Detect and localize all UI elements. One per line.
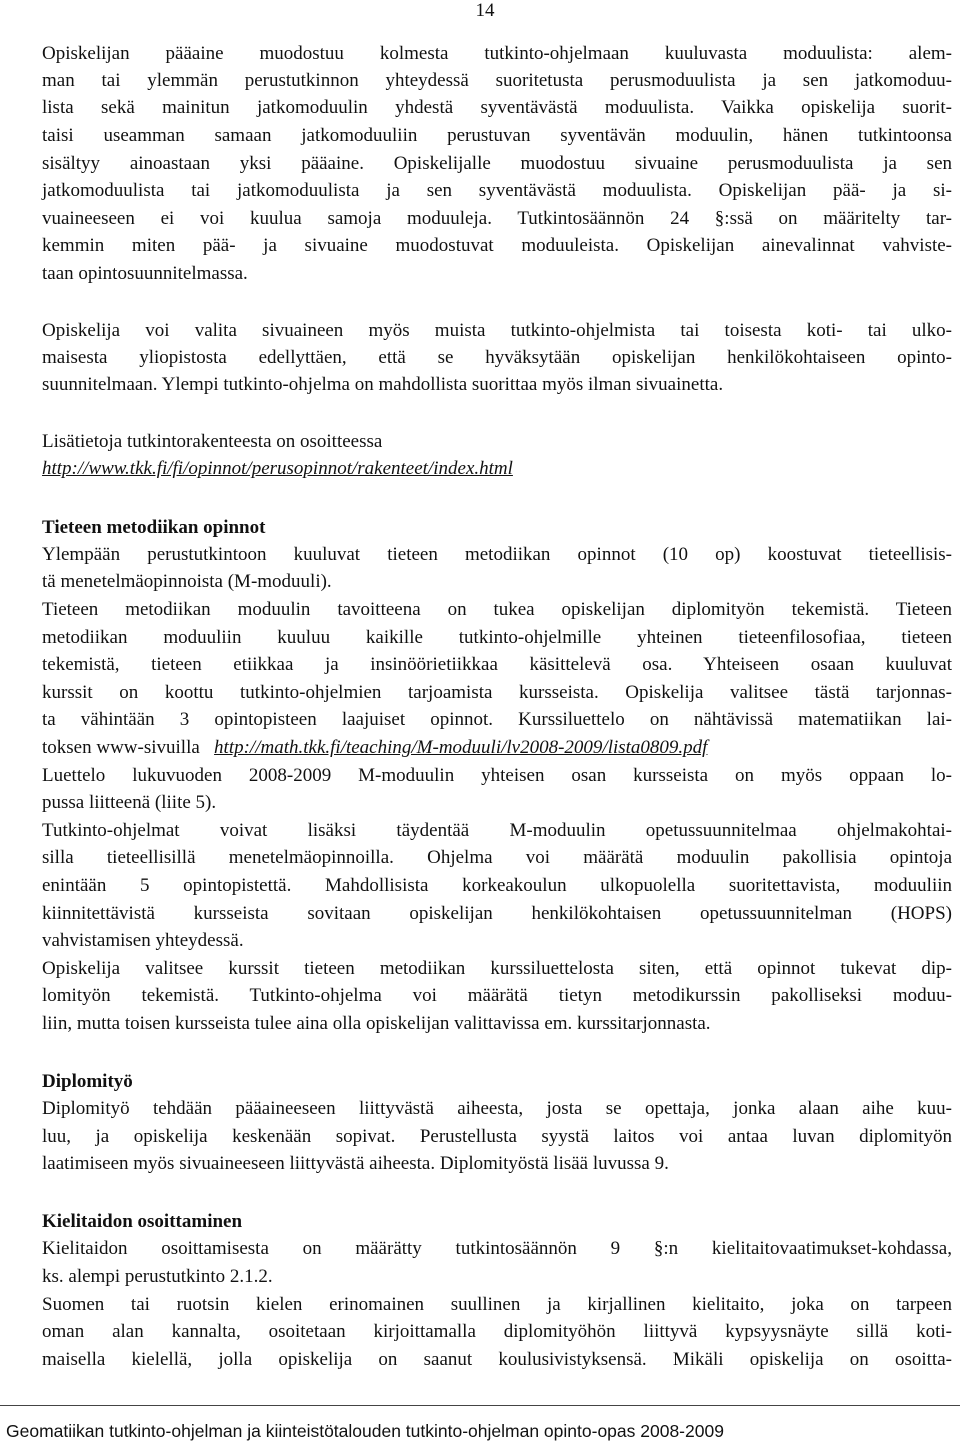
more-info-line (42, 455, 513, 482)
methods-line: kiinnitettävistä kursseista sovitaan opiskelijan henkilökohtaisen opetussuunnitelman (HOPS) (42, 903, 952, 924)
methods-line: ta vähintään 3 opintopisteen laajuiset opinnot. Kurssiluettelo on nähtävissä matematiikan lai- (42, 709, 952, 730)
methods-heading: Tieteen metodiikan opinnot (42, 517, 266, 538)
page-number: 14 (475, 0, 495, 21)
methods-line: pussa liitteenä (liite 5). (42, 792, 217, 813)
methods-line: tekemistä, tieteen etiikkaa ja insinöörietiikkaa käsittelevä osa. Yhteiseen osaan kuuluvat (42, 654, 952, 675)
paragraph1-line: sisältyy ainoastaan yksi pääaine. Opiskelijalle muodostuu sivuaine perusmoduulista ja sen (42, 153, 952, 174)
more-info-text: Lisätietoja tutkintorakenteesta on osoitteessa (42, 431, 383, 452)
methods-line: lomityön tekemistä. Tutkinto-ohjelma voi määrätä tietyn metodikurssin pakolliseksi moduu- (42, 985, 952, 1006)
thesis-line: laatimiseen myös sivuaineeseen liittyvästä aiheesta. Diplomityöstä lisää luvussa 9. (42, 1153, 669, 1174)
course-list-link[interactable]: http://math.tkk.fi/teaching/M-moduuli/lv2008-2009/lista0809.pdf (214, 737, 708, 758)
methods-line: silla tieteellisillä menetelmäopinnoilla. Ohjelma voi määrätä moduulin pakollisia opintoja (42, 847, 952, 868)
language-line: maisella kielellä, jolla opiskelija on saanut koulusivistyksensä. Mikäli opiskelija on osoitta- (42, 1349, 952, 1370)
language-line: oman alan kannalta, osoitetaan kirjoittamalla diplomityöhön liittyvä kypsyysnäyte sillä koti- (42, 1321, 952, 1342)
thesis-line: Diplomityö tehdään pääaineeseen liittyvästä aiheesta, josta se opettaja, jonka alaan aihe kuu- (42, 1098, 952, 1119)
paragraph1-line: kemmin miten pää- ja sivuaine muodostuvat moduuleista. Opiskelijan ainevalinnat vahviste- (42, 235, 952, 256)
paragraph1-line: vuaineeseen ei voi kuulua samoja moduuleja. Tutkintosäännön 24 §:ssä on määritelty tar- (42, 208, 952, 229)
footer-divider (0, 1405, 960, 1406)
language-line: ks. alempi perustutkinto 2.1.2. (42, 1266, 273, 1287)
thesis-heading: Diplomityö (42, 1071, 133, 1092)
paragraph1-line: jatkomoduulista tai jatkomoduulista ja sen syventävästä moduulista. Opiskelijan pää- ja si- (42, 180, 952, 201)
language-heading: Kielitaidon osoittaminen (42, 1211, 243, 1232)
paragraph1-line: taisi useamman samaan jatkomoduuliin perustuvan syventävän moduulin, hänen tutkintoonsa (42, 125, 952, 146)
paragraph2-line: Opiskelija voi valita sivuaineen myös muista tutkinto-ohjelmista tai toisesta koti- tai ulko- (42, 320, 952, 341)
methods-line: kurssit on koottu tutkinto-ohjelmien tarjoamista kursseista. Opiskelija valitsee tästä tarjonnas- (42, 682, 952, 703)
methods-line: vahvistamisen yhteydessä. (42, 930, 244, 951)
methods-link-line (42, 734, 707, 761)
methods-line: enintään 5 opintopistettä. Mahdollisista korkeakoulun ulkopuolella suoritettavista, moduuliin (42, 875, 952, 896)
paragraph1-line: lista sekä mainitun jatkomoduulin yhdestä syventävästä moduulista. Vaikka opiskelija suorit- (42, 97, 952, 118)
paragraph1-line: Opiskelijan pääaine muodostuu kolmesta tutkinto-ohjelmaan kuuluvasta moduulista: alem- (42, 43, 952, 64)
methods-line: Opiskelija valitsee kurssit tieteen metodiikan kurssiluettelosta siten, että opinnot tukevat dip- (42, 958, 952, 979)
paragraph2-line: suunnitelmaan. Ylempi tutkinto-ohjelma on mahdollista suorittaa myös ilman sivuainetta. (42, 374, 724, 395)
paragraph1-line: man tai ylemmän perustutkinnon yhteydessä suoritetusta perusmoduulista ja sen jatkomoduu- (42, 70, 952, 91)
curriculum-structure-link[interactable]: http://www.tkk.fi/fi/opinnot/perusopinnot/rakenteet/index.html (42, 458, 513, 479)
methods-line: Tutkinto-ohjelmat voivat lisäksi täydentää M-moduulin opetussuunnitelmaa ohjelmakohtai- (42, 820, 952, 841)
language-line: Kielitaidon osoittamisesta on määrätty tutkintosäännön 9 §:n kielitaitovaatimukset-kohdassa, (42, 1238, 952, 1259)
methods-line: tä menetelmäopinnoista (M-moduuli). (42, 571, 332, 592)
methods-line: Ylempään perustutkintoon kuuluvat tieteen metodiikan opinnot (10 op) koostuvat tieteellisis- (42, 544, 952, 565)
methods-line: metodiikan moduuliin kuuluu kaikille tutkinto-ohjelmille yhteinen tieteenfilosofiaa, tieteen (42, 627, 952, 648)
thesis-line: luu, ja opiskelija keskenään sopivat. Perustellusta syystä laitos voi antaa luvan diplomityön (42, 1126, 952, 1147)
paragraph1-line: taan opintosuunnitelmassa. (42, 263, 248, 284)
methods-link-prefix: toksen www-sivuilla (42, 737, 200, 758)
methods-line: Tieteen metodiikan moduulin tavoitteena on tukea opiskelijan diplomityön tekemistä. Tieteen (42, 599, 952, 620)
language-line: Suomen tai ruotsin kielen erinomainen suullinen ja kirjallinen kielitaito, joka on tarpeen (42, 1294, 952, 1315)
page-footer: Geomatiikan tutkinto-ohjelman ja kiinteistötalouden tutkinto-ohjelman opinto-opas 2008-2009 (6, 1421, 724, 1441)
paragraph2-line: maisesta yliopistosta edellyttäen, että se hyväksytään opiskelijan henkilökohtaiseen opinto- (42, 347, 952, 368)
methods-line: Luettelo lukuvuoden 2008-2009 M-moduulin yhteisen osan kursseista on myös oppaan lo- (42, 765, 952, 786)
methods-line: liin, mutta toisen kursseista tulee aina olla opiskelijan valittavissa em. kurssitarjonnasta. (42, 1013, 711, 1034)
